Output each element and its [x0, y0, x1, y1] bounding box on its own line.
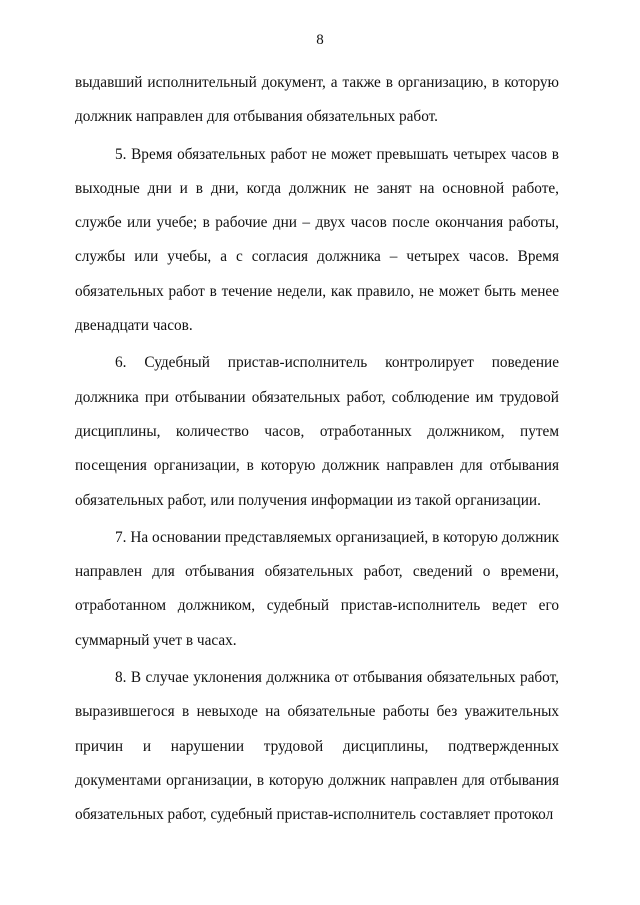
page-number: 8: [316, 32, 324, 48]
paragraph-item-5: 5. Время обязательных работ не может превышать четырех часов в выходные дни и в дни, когда должник не занят на основной работе, службе или учебе; в рабочие дни – двух часов после окончания работы, службы или учебы, а с согласия должника – четырех часов. Время обязательных работ в течение недели, как правило, не может быть менее двенадцати часов.: [75, 145, 559, 335]
paragraph-item-8: 8. В случае уклонения должника от отбывания обязательных работ, выразившегося в невыходе на обязательные работы без уважительных причин и нарушении трудовой дисциплины, подтвержденных документами организации, в которую должник направлен для отбывания обязательных работ, судебный пристав-исполнитель составляет протокол: [75, 669, 559, 824]
document-body: [75, 66, 559, 833]
paragraph-item-6: 6. Судебный пристав-исполнитель контролирует поведение должника при отбывании обязательных работ, соблюдение им трудовой дисциплины, количество часов, отработанных должником, путем посещения организации, в которую должник направлен для отбывания обязательных работ, или получения информации из такой организации.: [75, 354, 559, 509]
paragraph-continuation: выдавший исполнительный документ, а также в организацию, в которую должник направлен для отбывания обязательных работ.: [75, 74, 559, 126]
paragraph-item-7: 7. На основании представляемых организацией, в которую должник направлен для отбывания обязательных работ, сведений о времени, отработанном должником, судебный пристав-исполнитель ведет его суммарный учет в часах.: [75, 528, 559, 649]
